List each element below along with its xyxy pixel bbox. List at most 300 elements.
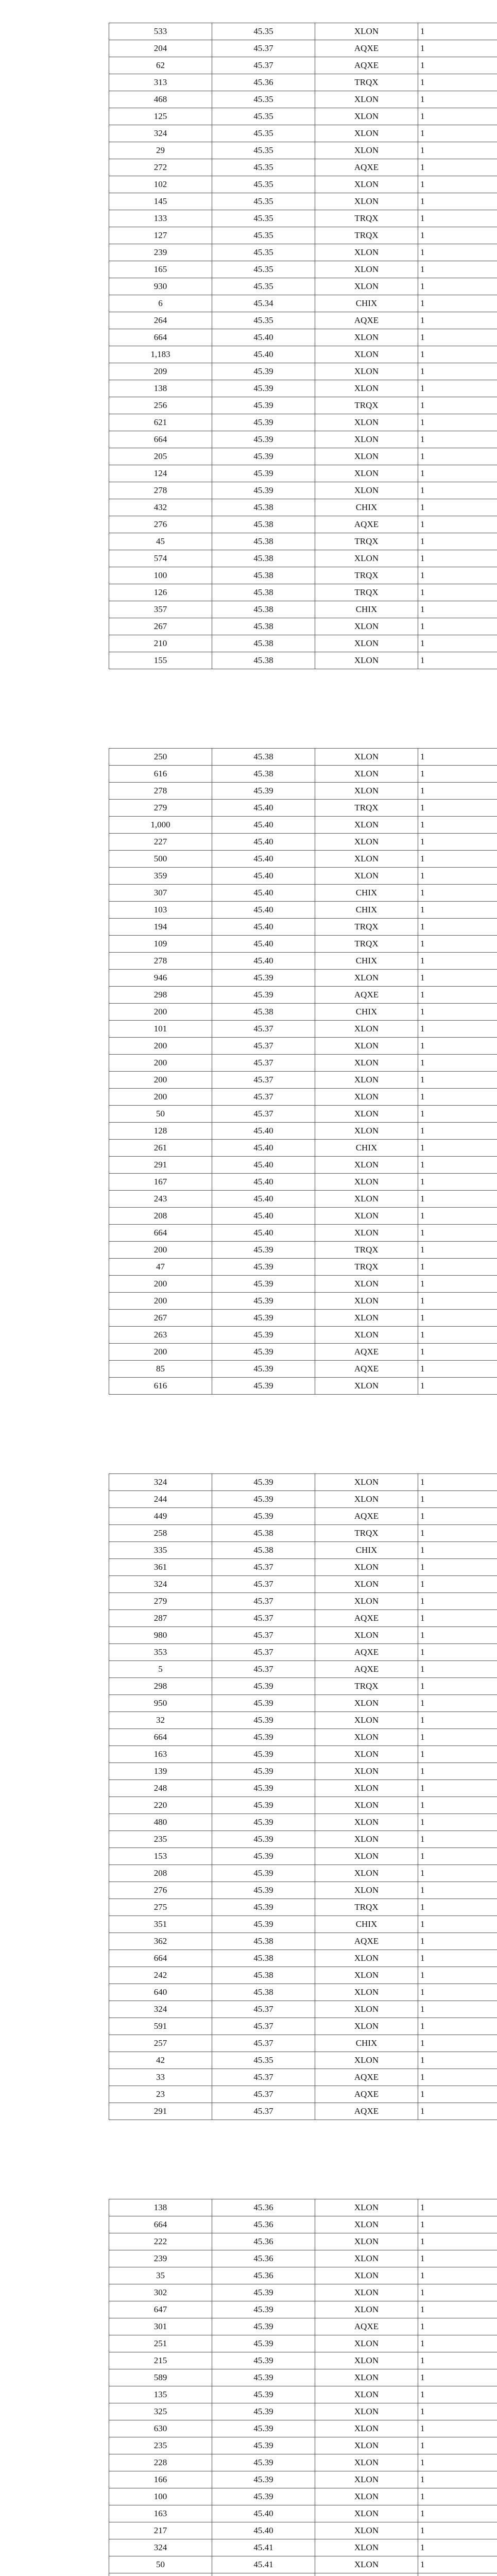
table-row: [109, 851, 497, 868]
venue-cell: TRQX: [315, 584, 418, 601]
time-cell: 1: [418, 1882, 497, 1899]
table-row: [109, 1293, 497, 1310]
time-cell: 1: [418, 817, 497, 834]
venue-cell: XLON: [315, 749, 418, 766]
venue-cell: CHIX: [315, 1542, 418, 1559]
table-row: [109, 584, 497, 601]
quantity-cell: 279: [109, 800, 212, 817]
time-cell: 1: [418, 2403, 497, 2420]
time-cell: 1: [418, 1072, 497, 1089]
table-row: [109, 1814, 497, 1831]
venue-cell: XLON: [315, 635, 418, 652]
table-row: [109, 567, 497, 584]
table-row: [109, 1474, 497, 1491]
price-cell: 45.38: [212, 584, 315, 601]
price-cell: 45.39: [212, 448, 315, 465]
time-cell: 1: [418, 1865, 497, 1882]
time-cell: 1: [418, 2001, 497, 2018]
table-row: [109, 1174, 497, 1191]
time-cell: 1: [418, 2386, 497, 2403]
table-row: [109, 1780, 497, 1797]
venue-cell: XLON: [315, 1293, 418, 1310]
price-cell: 45.39: [212, 1310, 315, 1327]
time-cell: 1: [418, 2335, 497, 2352]
price-cell: 45.40: [212, 1225, 315, 1242]
quantity-cell: 133: [109, 210, 212, 227]
time-cell: 1: [418, 193, 497, 210]
table-row: [109, 1712, 497, 1729]
price-cell: 45.39: [212, 1276, 315, 1293]
venue-cell: XLON: [315, 1191, 418, 1208]
price-cell: 45.39: [212, 2488, 315, 2505]
time-cell: 1: [418, 176, 497, 193]
price-cell: 45.39: [212, 2352, 315, 2369]
venue-cell: AQXE: [315, 2318, 418, 2335]
price-cell: 45.37: [212, 57, 315, 74]
price-cell: 45.36: [212, 2250, 315, 2267]
price-cell: [212, 2573, 315, 2576]
quantity-cell: 6: [109, 295, 212, 312]
price-cell: 45.38: [212, 1004, 315, 1021]
price-cell: 45.40: [212, 919, 315, 936]
price-cell: 45.39: [212, 1763, 315, 1780]
table-row: [109, 57, 497, 74]
time-cell: 1: [418, 1259, 497, 1276]
venue-cell: XLON: [315, 851, 418, 868]
price-cell: 45.39: [212, 2335, 315, 2352]
time-cell: 1: [418, 919, 497, 936]
quantity-cell: 23: [109, 2086, 212, 2103]
venue-cell: TRQX: [315, 1525, 418, 1542]
table-row: [109, 1763, 497, 1780]
table-row: [109, 125, 497, 142]
time-cell: 1: [418, 1593, 497, 1610]
time-cell: 1: [418, 346, 497, 363]
quantity-cell: 533: [109, 23, 212, 40]
quantity-cell: 128: [109, 1123, 212, 1140]
table-row: [109, 2437, 497, 2454]
table-row: [109, 1140, 497, 1157]
price-cell: 45.35: [212, 244, 315, 261]
venue-cell: XLON: [315, 1746, 418, 1763]
time-cell: 1: [418, 2556, 497, 2573]
table-row: [109, 936, 497, 953]
time-cell: 1: [418, 2216, 497, 2233]
time-cell: 1: [418, 652, 497, 669]
quantity-cell: 621: [109, 414, 212, 431]
quantity-cell: 480: [109, 1814, 212, 1831]
quantity-cell: 244: [109, 1491, 212, 1508]
venue-cell: XLON: [315, 834, 418, 851]
venue-cell: XLON: [315, 465, 418, 482]
time-cell: 1: [418, 1848, 497, 1865]
table-row: [109, 1259, 497, 1276]
quantity-cell: 235: [109, 2437, 212, 2454]
venue-cell: XLON: [315, 1865, 418, 1882]
quantity-cell: 468: [109, 91, 212, 108]
time-cell: 1: [418, 783, 497, 800]
quantity-cell: 217: [109, 2522, 212, 2539]
quantity-cell: 35: [109, 2267, 212, 2284]
table-row: [109, 2471, 497, 2488]
time-cell: 1: [418, 2250, 497, 2267]
venue-cell: XLON: [315, 1950, 418, 1967]
price-cell: 45.39: [212, 970, 315, 987]
time-cell: 1: [418, 108, 497, 125]
time-cell: 1: [418, 1327, 497, 1344]
venue-cell: AQXE: [315, 2086, 418, 2103]
venue-cell: XLON: [315, 2505, 418, 2522]
time-cell: 1: [418, 2369, 497, 2386]
time-cell: 1: [418, 1140, 497, 1157]
venue-cell: TRQX: [315, 74, 418, 91]
table-row: [109, 1678, 497, 1695]
time-cell: 1: [418, 1021, 497, 1038]
venue-cell: XLON: [315, 1797, 418, 1814]
venue-cell: XLON: [315, 1055, 418, 1072]
venue-cell: CHIX: [315, 295, 418, 312]
table-row: [109, 987, 497, 1004]
venue-cell: XLON: [315, 652, 418, 669]
price-cell: 45.37: [212, 1055, 315, 1072]
quantity-cell: 1,000: [109, 817, 212, 834]
time-cell: 1: [418, 2301, 497, 2318]
time-cell: 1: [418, 414, 497, 431]
price-cell: 45.40: [212, 936, 315, 953]
quantity-cell: 278: [109, 482, 212, 499]
quantity-cell: 102: [109, 176, 212, 193]
venue-cell: XLON: [315, 2488, 418, 2505]
price-cell: 45.35: [212, 23, 315, 40]
table-row: [109, 516, 497, 533]
trades-table-4: [109, 2199, 497, 2576]
price-cell: 45.39: [212, 1491, 315, 1508]
quantity-cell: 664: [109, 329, 212, 346]
quantity-cell: 324: [109, 2539, 212, 2556]
venue-cell: AQXE: [315, 1661, 418, 1678]
price-cell: 45.35: [212, 261, 315, 278]
quantity-cell: 135: [109, 2386, 212, 2403]
table-row: [109, 363, 497, 380]
venue-cell: XLON: [315, 1276, 418, 1293]
quantity-cell: 359: [109, 868, 212, 885]
price-cell: 45.39: [212, 414, 315, 431]
time-cell: 1: [418, 2488, 497, 2505]
price-cell: 45.38: [212, 533, 315, 550]
time-cell: 1: [418, 1491, 497, 1508]
table-row: [109, 1882, 497, 1899]
price-cell: 45.38: [212, 618, 315, 635]
price-cell: 45.40: [212, 1140, 315, 1157]
quantity-cell: 251: [109, 2335, 212, 2352]
time-cell: 1: [418, 1763, 497, 1780]
price-cell: 45.40: [212, 902, 315, 919]
price-cell: 45.37: [212, 1610, 315, 1627]
table-row: [109, 1610, 497, 1627]
table-row: [109, 2386, 497, 2403]
price-cell: 45.35: [212, 159, 315, 176]
time-cell: 1: [418, 749, 497, 766]
time-cell: 1: [418, 1610, 497, 1627]
table-row: [109, 414, 497, 431]
table-row: [109, 40, 497, 57]
price-cell: 45.37: [212, 1576, 315, 1593]
quantity-cell: 267: [109, 1310, 212, 1327]
quantity-cell: 1,183: [109, 346, 212, 363]
price-cell: 45.39: [212, 1916, 315, 1933]
quantity-cell: 33: [109, 2069, 212, 2086]
quantity-cell: 205: [109, 448, 212, 465]
price-cell: 45.38: [212, 601, 315, 618]
price-cell: 45.38: [212, 749, 315, 766]
price-cell: 45.39: [212, 1361, 315, 1378]
quantity-cell: 258: [109, 1525, 212, 1542]
table-row: [109, 2335, 497, 2352]
price-cell: 45.39: [212, 1712, 315, 1729]
quantity-cell: 163: [109, 2505, 212, 2522]
quantity-cell: 574: [109, 550, 212, 567]
table-row: [109, 635, 497, 652]
time-cell: 1: [418, 159, 497, 176]
venue-cell: CHIX: [315, 1140, 418, 1157]
venue-cell: AQXE: [315, 1610, 418, 1627]
time-cell: 1: [418, 1729, 497, 1746]
time-cell: 1: [418, 431, 497, 448]
time-cell: 1: [418, 1123, 497, 1140]
time-cell: 1: [418, 2018, 497, 2035]
time-cell: 1: [418, 1746, 497, 1763]
table-row: [109, 1695, 497, 1712]
price-cell: 45.37: [212, 1559, 315, 1576]
venue-cell: XLON: [315, 414, 418, 431]
table-row: [109, 312, 497, 329]
price-cell: 45.38: [212, 516, 315, 533]
venue-cell: XLON: [315, 363, 418, 380]
table-row: [109, 482, 497, 499]
quantity-cell: 138: [109, 380, 212, 397]
time-cell: 1: [418, 210, 497, 227]
quantity-cell: 278: [109, 783, 212, 800]
table-row: [109, 2035, 497, 2052]
quantity-cell: 287: [109, 1610, 212, 1627]
quantity-cell: 124: [109, 465, 212, 482]
time-cell: 1: [418, 1984, 497, 2001]
quantity-cell: 243: [109, 1191, 212, 1208]
time-cell: 1: [418, 142, 497, 159]
time-cell: 1: [418, 1004, 497, 1021]
venue-cell: XLON: [315, 380, 418, 397]
venue-cell: XLON: [315, 278, 418, 295]
table-row: [109, 919, 497, 936]
table-row: [109, 1242, 497, 1259]
time-cell: 1: [418, 363, 497, 380]
price-cell: 45.35: [212, 227, 315, 244]
quantity-cell: 200: [109, 1055, 212, 1072]
table-row: [109, 1491, 497, 1508]
quantity-cell: 324: [109, 1474, 212, 1491]
price-cell: 45.39: [212, 1814, 315, 1831]
quantity-cell: 324: [109, 125, 212, 142]
time-cell: 1: [418, 533, 497, 550]
time-cell: 1: [418, 1191, 497, 1208]
venue-cell: CHIX: [315, 885, 418, 902]
venue-cell: XLON: [315, 1157, 418, 1174]
table-row: [109, 1984, 497, 2001]
quantity-cell: 50: [109, 2556, 212, 2573]
price-cell: 45.39: [212, 1344, 315, 1361]
quantity-cell: 291: [109, 2103, 212, 2120]
time-cell: 1: [418, 2284, 497, 2301]
table-row: [109, 142, 497, 159]
table-row: [109, 1661, 497, 1678]
table-row: [109, 2103, 497, 2120]
quantity-cell: 591: [109, 2018, 212, 2035]
price-cell: 45.35: [212, 312, 315, 329]
quantity-cell: 32: [109, 1712, 212, 1729]
time-cell: 1: [418, 499, 497, 516]
quantity-cell: 242: [109, 1967, 212, 1984]
table-row: [109, 834, 497, 851]
quantity-cell: 664: [109, 1729, 212, 1746]
table-row: [109, 1797, 497, 1814]
time-cell: 1: [418, 1174, 497, 1191]
price-cell: 45.40: [212, 1157, 315, 1174]
time-cell: 1: [418, 1916, 497, 1933]
venue-cell: XLON: [315, 2386, 418, 2403]
quantity-cell: 361: [109, 1559, 212, 1576]
quantity-cell: 125: [109, 108, 212, 125]
venue-cell: XLON: [315, 970, 418, 987]
table-row: [109, 2199, 497, 2216]
price-cell: 45.39: [212, 431, 315, 448]
time-cell: 1: [418, 278, 497, 295]
price-cell: 45.39: [212, 1695, 315, 1712]
venue-cell: XLON: [315, 1310, 418, 1327]
price-cell: 45.40: [212, 346, 315, 363]
time-cell: 1: [418, 1225, 497, 1242]
quantity-cell: 200: [109, 1072, 212, 1089]
table-row: [109, 601, 497, 618]
venue-cell: TRQX: [315, 1259, 418, 1276]
quantity-cell: 200: [109, 1276, 212, 1293]
price-cell: 45.39: [212, 1729, 315, 1746]
time-cell: 1: [418, 1208, 497, 1225]
table-row: [109, 108, 497, 125]
venue-cell: XLON: [315, 2471, 418, 2488]
venue-cell: AQXE: [315, 1508, 418, 1525]
time-cell: 1: [418, 1814, 497, 1831]
table-row: [109, 261, 497, 278]
table-row: [109, 329, 497, 346]
price-cell: 45.37: [212, 2086, 315, 2103]
time-cell: 1: [418, 2199, 497, 2216]
time-cell: 1: [418, 868, 497, 885]
price-cell: 45.38: [212, 635, 315, 652]
time-cell: 1: [418, 902, 497, 919]
price-cell: 45.35: [212, 193, 315, 210]
table-row: [109, 295, 497, 312]
price-cell: 45.39: [212, 397, 315, 414]
time-cell: 1: [418, 1967, 497, 1984]
price-cell: 45.39: [212, 1242, 315, 1259]
table-row: [109, 1950, 497, 1967]
quantity-cell: 153: [109, 1848, 212, 1865]
table-row: [109, 159, 497, 176]
venue-cell: XLON: [315, 1491, 418, 1508]
time-cell: 1: [418, 2069, 497, 2086]
quantity-cell: 980: [109, 1627, 212, 1644]
price-cell: 45.39: [212, 2471, 315, 2488]
price-cell: 45.35: [212, 125, 315, 142]
venue-cell: XLON: [315, 1106, 418, 1123]
quantity-cell: 298: [109, 987, 212, 1004]
quantity-cell: 640: [109, 1984, 212, 2001]
quantity-cell: 47: [109, 1259, 212, 1276]
quantity-cell: 220: [109, 1797, 212, 1814]
venue-cell: XLON: [315, 1021, 418, 1038]
venue-cell: AQXE: [315, 159, 418, 176]
table-row: [109, 2403, 497, 2420]
price-cell: 45.39: [212, 380, 315, 397]
table-row: [109, 2216, 497, 2233]
quantity-cell: 298: [109, 1678, 212, 1695]
quantity-cell: 194: [109, 919, 212, 936]
price-cell: 45.37: [212, 1072, 315, 1089]
table-row: [109, 227, 497, 244]
venue-cell: XLON: [315, 1593, 418, 1610]
table-row: [109, 210, 497, 227]
venue-cell: CHIX: [315, 601, 418, 618]
time-cell: 1: [418, 2318, 497, 2335]
venue-cell: XLON: [315, 1089, 418, 1106]
table-row: [109, 2573, 497, 2576]
venue-cell: XLON: [315, 1984, 418, 2001]
time-cell: 1: [418, 1661, 497, 1678]
price-cell: 45.38: [212, 1950, 315, 1967]
quantity-cell: 324: [109, 2001, 212, 2018]
venue-cell: XLON: [315, 2199, 418, 2216]
quantity-cell: 139: [109, 1763, 212, 1780]
time-cell: 1: [418, 851, 497, 868]
venue-cell: AQXE: [315, 40, 418, 57]
price-cell: 45.39: [212, 363, 315, 380]
table-row: [109, 766, 497, 783]
time-cell: [418, 2573, 497, 2576]
quantity-cell: 209: [109, 363, 212, 380]
quantity-cell: 324: [109, 1576, 212, 1593]
quantity-cell: 200: [109, 1089, 212, 1106]
table-row: [109, 2556, 497, 2573]
venue-cell: XLON: [315, 2403, 418, 2420]
table-row: [109, 2301, 497, 2318]
quantity-cell: 664: [109, 2216, 212, 2233]
venue-cell: TRQX: [315, 800, 418, 817]
price-cell: 45.38: [212, 499, 315, 516]
table-row: [109, 2420, 497, 2437]
quantity-cell: 276: [109, 1882, 212, 1899]
time-cell: 1: [418, 1157, 497, 1174]
time-cell: 1: [418, 1038, 497, 1055]
venue-cell: XLON: [315, 1474, 418, 1491]
time-cell: 1: [418, 1576, 497, 1593]
time-cell: 1: [418, 244, 497, 261]
time-cell: 1: [418, 800, 497, 817]
table-row: [109, 1627, 497, 1644]
time-cell: 1: [418, 74, 497, 91]
price-cell: 45.40: [212, 2522, 315, 2539]
time-cell: 1: [418, 987, 497, 1004]
time-cell: 1: [418, 2471, 497, 2488]
